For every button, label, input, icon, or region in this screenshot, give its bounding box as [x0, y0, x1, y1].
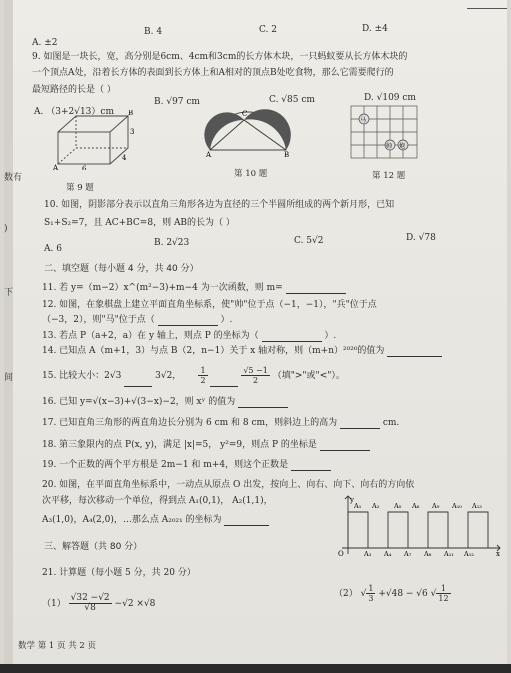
cuboid-figure: [48, 110, 138, 170]
q17-answer-blank: [340, 428, 380, 429]
top-right-box: [467, 0, 507, 9]
fig20-axis-y: y: [350, 496, 354, 504]
q10-option-d: D. √78: [406, 233, 436, 243]
q15-fraction-2: $\frac{√5 -1}{2}$: [243, 366, 268, 385]
fig12-shuai: 帅: [386, 143, 393, 150]
q15-blank-1: [124, 386, 152, 387]
fig9-caption: 第 9 题: [66, 183, 94, 193]
fig20-a4: A₄: [384, 550, 392, 558]
fig10-label-c: C: [242, 110, 248, 118]
q21-2-fraction-a: $\frac{1}{3}$: [368, 584, 374, 603]
fig10-label-b: B: [284, 151, 290, 158]
q9-line1: 9. 如图是一块长，宽，高分别是6cm、4cm和3cm的长方体木块，一只蚂蚁要从长方体木块的: [32, 52, 408, 62]
prev-option-c: C. 2: [259, 25, 278, 35]
q11: [42, 283, 346, 294]
fig20-axis-x: x: [496, 550, 500, 558]
prev-option-b: B. 4: [144, 27, 163, 37]
q16-answer-blank: [238, 407, 288, 408]
q16: [42, 397, 288, 408]
prev-option-d: D. ±4: [362, 24, 388, 34]
fig10-label-a: A: [206, 151, 212, 158]
fig12-ma: 马: [360, 117, 367, 124]
q20-text: A₃(1,0)，A₄(2,0)，…那么点 A₂₀₂₁ 的坐标为: [42, 515, 222, 525]
q14: [42, 346, 442, 357]
q12-line1: 12. 如图，在象棋盘上建立平面直角坐标系，使"帅"位于点（−1，−1），"兵"位于点: [42, 300, 377, 310]
fig9-label-6: 6: [82, 165, 87, 170]
q15-text: 15. 比较大小：2√3: [42, 371, 122, 381]
fig10-caption: 第 10 题: [234, 169, 268, 179]
q9-option-b: B. √97 cm: [154, 97, 200, 107]
q14-answer-blank: [387, 356, 442, 357]
margin-text-3: 下: [4, 288, 14, 298]
q12-line2: （−3，2），则"马"位于点（ ）.: [42, 315, 233, 325]
q10-option-a: A. 6: [44, 244, 62, 254]
q15-blank-2: [210, 386, 238, 387]
q19-text: 19. 一个正数的两个平方根是 2m−1 和 m+4，则这个正数是: [42, 460, 289, 470]
fig9-label-3: 3: [130, 128, 135, 136]
q12-text: （−3，2），则"马"位于点（: [42, 315, 155, 325]
q20-line3: [42, 515, 269, 526]
q15-text-b: 3√2，: [155, 371, 182, 381]
q21-2-label: （2）: [334, 589, 358, 599]
q10-line1: 10. 如图，阴影部分表示以直角三角形各边为直径的三个半圆所组成的两个新月形，已知: [44, 200, 395, 210]
fig20-a12: A₁₂: [464, 550, 474, 558]
q9-line3: 最短路径的长是（ ）: [32, 85, 116, 95]
q13-answer-blank: [262, 341, 322, 342]
q21-2-fraction-b: $\frac{1}{12}$: [438, 584, 449, 603]
q13-text: 13. 若点 P（a+2，a）在 y 轴上，则点 P 的坐标为（: [42, 331, 259, 341]
scan-bottom-strip: [0, 664, 511, 673]
q21-1-fraction: $\frac{√32 -√2}{√8}$: [70, 593, 110, 613]
q10-line2: S₁+S₂=7，且 AC+BC=8，则 AB的长为（ ）: [44, 218, 235, 228]
q14-text: 14. 已知点 A（m+1，3）与点 B（2，n−1）关于 x 轴对称，则（m+n）²⁰²⁰的值为: [42, 346, 385, 356]
fig20-a5: A₅: [394, 502, 402, 510]
margin-text-4: 间: [4, 373, 14, 383]
q9-option-c: C. √85 cm: [269, 95, 315, 105]
q16-text: 16. 已知 y=√(x−3)+√(3−x)−2，则 xʸ 的值为: [42, 397, 236, 407]
staircase-figure: [332, 492, 504, 558]
q21-heading: 21. 计算题（每小题 5 分，共 20 分）: [42, 568, 196, 578]
crescent-figure: [204, 106, 292, 158]
fig20-a2: A₂: [372, 502, 380, 510]
fig20-a6: A₆: [412, 502, 420, 510]
fig12-pao: 炮: [399, 143, 406, 150]
q21-part2: （2） √ $\frac{1}{3}$ +√48 − √6 √ $\frac{1}{12}$: [334, 584, 449, 603]
q18-text: 18. 第三象限内的点 P(x, y)，满足 |x|=5， y²=9，则点 P 的坐标是: [42, 440, 317, 450]
q19-answer-blank: [291, 470, 331, 471]
fig20-a9: A₉: [432, 502, 440, 510]
left-binding-edge: [4, 0, 13, 664]
q21-1-label: （1）: [42, 599, 66, 609]
q20-answer-blank: [224, 525, 269, 526]
fig20-origin: O: [338, 550, 344, 558]
fig20-a13: A₁₃: [472, 502, 482, 510]
prev-option-a: A. ±2: [32, 38, 58, 48]
q17-unit: cm.: [382, 418, 400, 428]
page-footer: 数学 第 1 页 共 2 页: [18, 641, 97, 651]
fig9-label-4: 4: [122, 154, 127, 162]
q9-option-a: A. （3+2√13）cm: [34, 107, 114, 117]
q10-option-b: B. 2√23: [154, 238, 190, 248]
q20-line2: 次平移，每次移动一个单位，得到点 A₁(0,1)， A₂(1,1)，: [42, 496, 273, 506]
q17-text: 17. 已知直角三角形的两直角边长分别为 6 cm 和 8 cm，则斜边上的高为: [42, 418, 338, 428]
section3-heading: 三、解答题（共 80 分）: [44, 542, 143, 552]
q10-option-c: C. 5√2: [294, 236, 324, 246]
fig9-label-b: B: [128, 110, 134, 117]
q15: [42, 365, 345, 387]
q18-answer-blank: [320, 450, 370, 451]
margin-text-2: ): [4, 224, 8, 234]
fig12-caption: 第 12 题: [372, 171, 406, 181]
q17: [42, 418, 399, 429]
fig20-a7: A₇: [404, 550, 412, 558]
fig20-a10: A₁₀: [452, 502, 462, 510]
fig20-a11: A₁₁: [444, 550, 454, 558]
q12-answer-blank: [158, 325, 218, 326]
q15-fraction-1: $\frac{1}{2}$: [200, 366, 206, 385]
q11-text: 11. 若 y=（m−2）x^(m²−3)+m−4 为一次函数，则 m=: [42, 283, 283, 293]
q11-answer-blank: [286, 293, 346, 294]
q21-part1: [42, 590, 155, 618]
fig20-a1: A₁: [354, 502, 362, 510]
q19: [42, 460, 331, 471]
margin-text-1: 数有: [4, 173, 23, 183]
fig20-a8: A₈: [424, 550, 432, 558]
q9-line2: 一个顶点A处，沿着长方体的表面到长方体上和A相对的顶点B处吃食物，那么它需要爬行的: [32, 68, 394, 78]
section2-heading: 二、填空题（每小题 4 分，共 40 分）: [44, 264, 199, 274]
q21-1-tail: −√2 ×√8: [114, 599, 156, 609]
q18: [42, 440, 370, 451]
chessboard-figure: [349, 104, 421, 162]
exam-page: [4, 0, 507, 664]
fig9-label-a: A: [53, 164, 59, 170]
fig20-a3: A₃: [364, 550, 372, 558]
q20-line1: 20. 如图，在平面直角坐标系中，一动点从原点 O 出发，按向上、向右、向下、向右的方向依: [42, 480, 415, 490]
q9-option-d: D. √109 cm: [364, 93, 416, 103]
q21-2-tail: +√48 − √6: [378, 589, 428, 599]
q13: 13. 若点 P（a+2，a）在 y 轴上，则点 P 的坐标为（ ）.: [42, 331, 337, 341]
q15-hint: （填">"或"<"）。: [272, 371, 345, 381]
